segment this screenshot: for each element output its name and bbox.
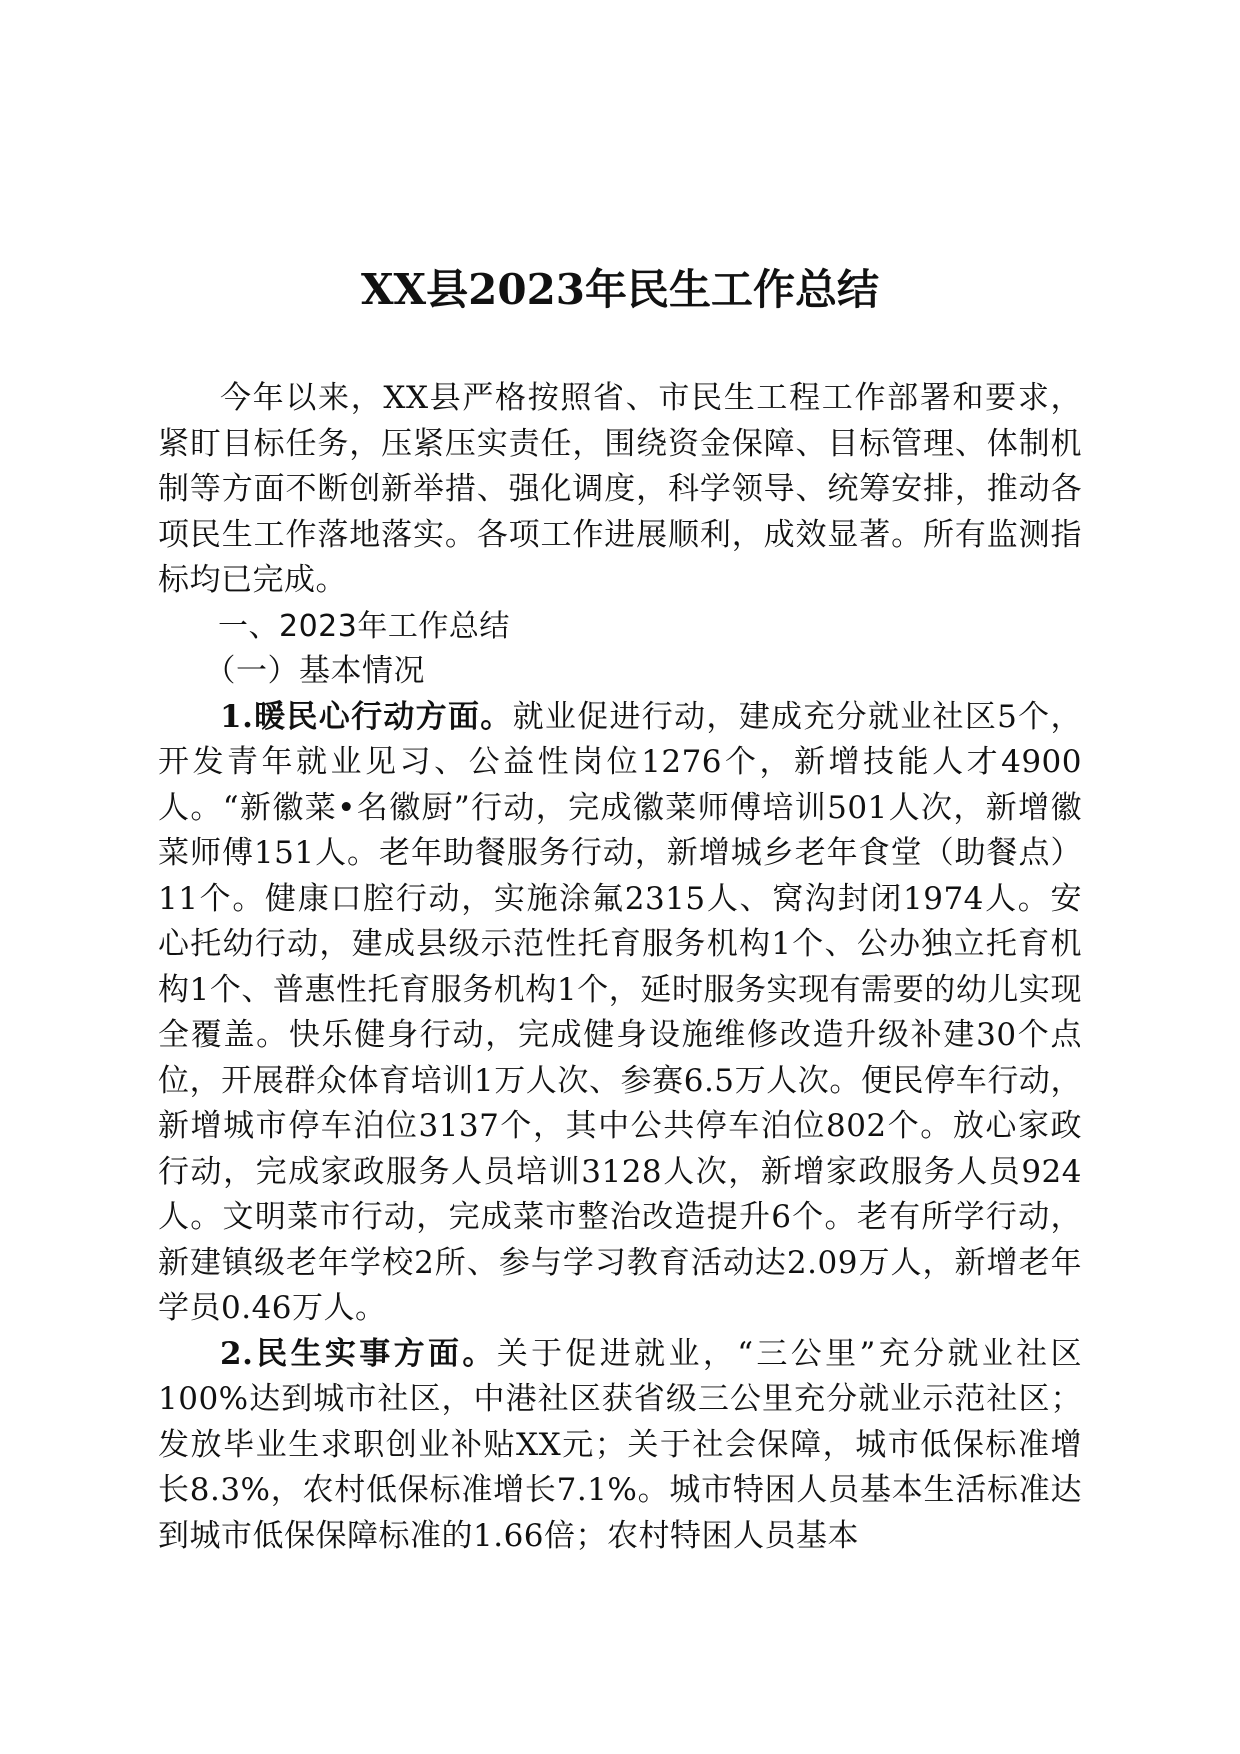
paragraph-text-livelihood: 关于促进就业，“三公里”充分就业社区100%达到城市社区，中港社区获省级三公里充分就业示范社区；发放毕业生求职创业补贴XX元；关于社会保障，城市低保标准增长8.3%，农村低保标准增长7.1%。城市特困人员基本生活标准达到城市低保保障标准的1.66倍；农村特困人员基本 bbox=[158, 1335, 1082, 1554]
section-heading-work-summary: 一、2023年工作总结 bbox=[218, 608, 510, 644]
subsection-heading-basic-situation: （一）基本情况 bbox=[204, 653, 425, 689]
paragraph-text-warm-heart: 就业促进行动，建成充分就业社区5个，开发青年就业见习、公益性岗位1276个，新增技能人才4900人。“新徽菜•名徽厨”行动，完成徽菜师傅培训501人次，新增徽菜师傅151人。老年助餐服务行动，新增城乡老年食堂（助餐点）11个。健康口腔行动，实施涂氟2315人、窝沟封闭1974人。安心托幼行动，建成县级示范性托育服务机构1个、公办独立托育机构1个、普惠性托育服务机构1个，延时服务实现有需要的幼儿实现全覆盖。快乐健身行动，完成健身设施维修改造升级补建30个点位，开展群众体育培训1万人次、参赛6.5万人次。便民停车行动，新增城市停车泊位3137个，其中公共停车泊位802个。放心家政行动，完成家政服务人员培训3128人次，新增家政服务人员924人。文明菜市行动，完成菜市整治改造提升6个。老有所学行动，新建镇级老年学校2所、参与学习教育活动达2.09万人，新增老年学员0.46万人。 bbox=[158, 698, 1082, 1326]
paragraph-lead-warm-heart: 1.暖民心行动方面。 bbox=[220, 698, 513, 735]
paragraph-livelihood-projects bbox=[158, 1332, 1082, 1560]
document-body bbox=[158, 376, 1082, 1559]
paragraph-lead-livelihood: 2.民生实事方面。 bbox=[220, 1335, 497, 1372]
intro-paragraph: 今年以来，XX县严格按照省、市民生工程工作部署和要求，紧盯目标任务，压紧压实责任，围绕资金保障、目标管理、体制机制等方面不断创新举措、强化调度，科学领导、统筹安排，推动各项民生工作落地落实。各项工作进展顺利，成效显著。所有监测指标均已完成。 bbox=[158, 380, 1082, 598]
document-title: XX县2023年民生工作总结 bbox=[360, 265, 880, 314]
paragraph-warm-heart-actions bbox=[158, 695, 1082, 1332]
